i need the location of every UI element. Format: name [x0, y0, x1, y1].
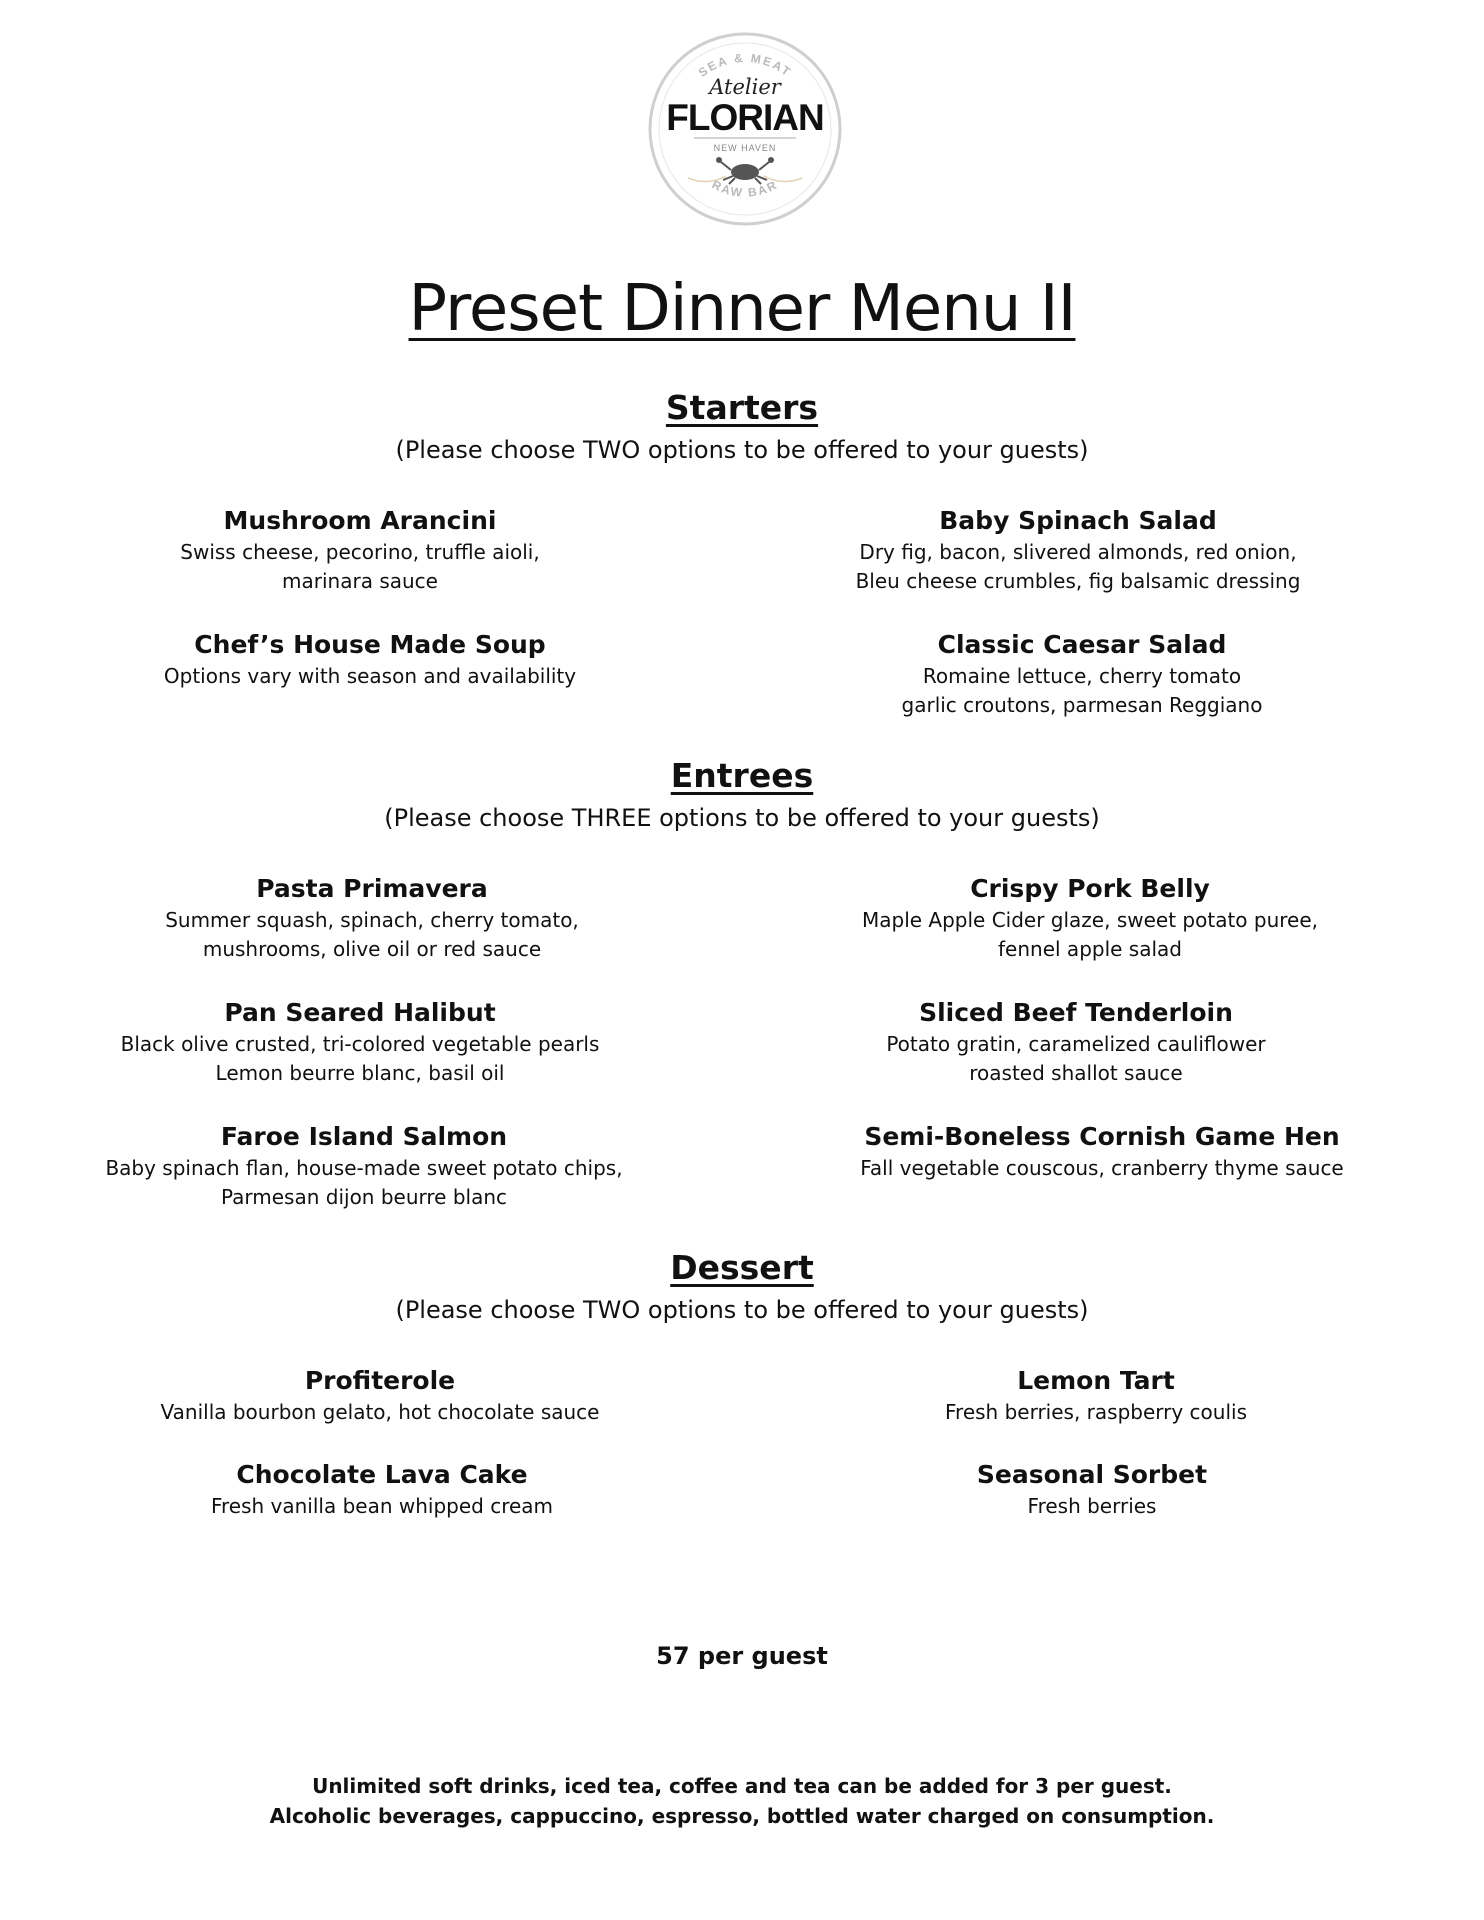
menu-item-name: Profiterole [304, 1366, 456, 1395]
menu-item [782, 628, 1382, 720]
menu-item [802, 1120, 1402, 1183]
menu-item-name: Pan Seared Halibut [224, 998, 496, 1027]
menu-item-desc: Options vary with season and availability [163, 664, 577, 688]
logo-top-arc-text: SEA & MEAT [695, 50, 795, 80]
menu-item-desc: Fall vegetable couscous, cranberry thyme sauce [860, 1156, 1344, 1180]
menu-item-desc: Dry fig, bacon, slivered almonds, red onion, Bleu cheese crumbles, fig balsamic dressing [855, 540, 1301, 593]
menu-item-desc: Vanilla bourbon gelato, hot chocolate sauce [160, 1400, 600, 1424]
menu-item [64, 1120, 664, 1212]
logo-name-text: FLORIAN [666, 97, 824, 138]
footer-note-drinks: Unlimited soft drinks, iced tea, coffee and tea can be added for 3 per guest. [312, 1774, 1172, 1798]
menu-item [70, 628, 670, 691]
page-title: Preset Dinner Menu II [408, 272, 1076, 346]
menu-item [60, 504, 660, 596]
menu-item-name: Chocolate Lava Cake [236, 1460, 528, 1489]
menu-item [792, 1458, 1392, 1521]
menu-item [778, 504, 1378, 596]
menu-item-desc: Black olive crusted, tri-colored vegetable pearls Lemon beurre blanc, basil oil [120, 1032, 600, 1085]
entrees-note: (Please choose THREE options to be offered to your guests) [384, 804, 1100, 832]
menu-item-desc: Fresh berries, raspberry coulis [944, 1400, 1247, 1424]
menu-item-desc: Romaine lettuce, cherry tomato garlic croutons, parmesan Reggiano [901, 664, 1263, 717]
menu-item [80, 1364, 680, 1427]
menu-item-name: Baby Spinach Salad [939, 506, 1217, 535]
menu-item-desc: Fresh berries [1027, 1494, 1157, 1518]
starters-note: (Please choose TWO options to be offered to your guests) [395, 436, 1089, 464]
menu-item [796, 1364, 1396, 1427]
menu-item-desc: Summer squash, spinach, cherry tomato, mushrooms, olive oil or red sauce [165, 908, 579, 961]
price-per-guest: 57 per guest [656, 1642, 828, 1670]
footer-note-beverages: Alcoholic beverages, cappuccino, espresso, bottled water charged on consumption. [269, 1804, 1215, 1828]
menu-item [790, 872, 1390, 964]
menu-item [776, 996, 1376, 1088]
starters-heading: Starters [665, 388, 819, 427]
menu-item-name: Chef’s House Made Soup [194, 630, 546, 659]
menu-item-desc: Baby spinach flan, house-made sweet potato chips, Parmesan dijon beurre blanc [105, 1156, 623, 1209]
menu-item-name: Pasta Primavera [256, 874, 488, 903]
menu-item-name: Semi-Boneless Cornish Game Hen [864, 1122, 1340, 1151]
menu-item-name: Crispy Pork Belly [970, 874, 1210, 903]
menu-item-name: Mushroom Arancini [223, 506, 497, 535]
menu-item-name: Classic Caesar Salad [937, 630, 1227, 659]
dessert-note: (Please choose TWO options to be offered to your guests) [395, 1296, 1089, 1324]
menu-item-desc: Maple Apple Cider glaze, sweet potato puree, fennel apple salad [861, 908, 1318, 961]
menu-item [72, 872, 672, 964]
restaurant-logo [648, 32, 842, 226]
menu-item [82, 1458, 682, 1521]
menu-item-desc: Fresh vanilla bean whipped cream [210, 1494, 554, 1518]
logo-script-text: Atelier [709, 75, 781, 99]
dessert-heading: Dessert [670, 1248, 814, 1287]
menu-item-name: Seasonal Sorbet [976, 1460, 1208, 1489]
menu-item-name: Lemon Tart [1017, 1366, 1175, 1395]
logo-bottom-arc-text: RAW BAR [709, 177, 781, 200]
logo-city-text: NEW HAVEN [713, 143, 777, 153]
menu-item-name: Sliced Beef Tenderloin [919, 998, 1233, 1027]
menu-item-desc: Swiss cheese, pecorino, truffle aioli, marinara sauce [180, 540, 540, 593]
menu-item-desc: Potato gratin, caramelized cauliflower roasted shallot sauce [886, 1032, 1266, 1085]
menu-item [60, 996, 660, 1088]
menu-item-name: Faroe Island Salmon [220, 1122, 508, 1151]
entrees-heading: Entrees [670, 756, 814, 795]
